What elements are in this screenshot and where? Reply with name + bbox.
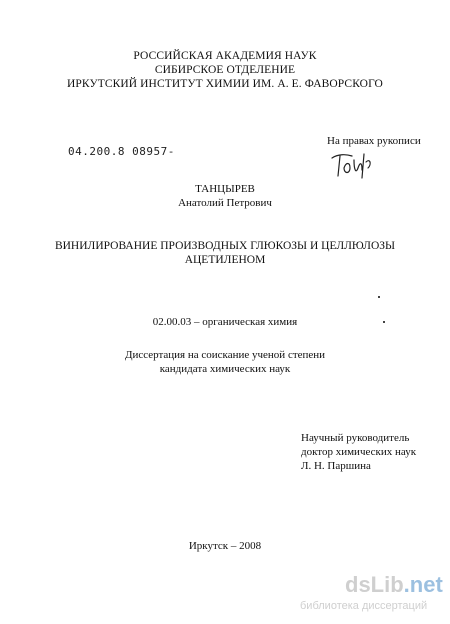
registry-stamp: 04.200.8 08957- [68, 145, 175, 158]
watermark-subtitle: библиотека диссертаций [300, 600, 428, 612]
scan-speck [383, 321, 385, 323]
watermark-logo-main: dsLib [345, 572, 404, 597]
manuscript-rights: На правах рукописи [327, 135, 421, 147]
watermark-logo-tld: .net [403, 572, 443, 597]
author-surname: ТАНЦЫРЕВ [195, 183, 255, 195]
scan-speck [378, 296, 380, 298]
dissertation-degree-line2: кандидата химических наук [159, 363, 291, 375]
supervisor-name: Л. Н. Паршина [301, 460, 371, 472]
academy-name: РОССИЙСКАЯ АКАДЕМИЯ НАУК [133, 50, 317, 62]
place-and-year: Иркутск – 2008 [188, 540, 262, 552]
supervisor-degree: доктор химических наук [301, 446, 417, 458]
author-full-name: Анатолий Петрович [178, 197, 272, 209]
institute-name: ИРКУТСКИЙ ИНСТИТУТ ХИМИИ ИМ. А. Е. ФАВОРСКОГО [67, 78, 383, 90]
branch-name: СИБИРСКОЕ ОТДЕЛЕНИЕ [154, 64, 296, 76]
specialty-code: 02.00.03 – органическая химия [152, 316, 298, 328]
watermark-logo [345, 572, 443, 598]
dissertation-title-line2: АЦЕТИЛЕНОМ [184, 254, 266, 266]
dissertation-title-line1: ВИНИЛИРОВАНИЕ ПРОИЗВОДНЫХ ГЛЮКОЗЫ И ЦЕЛЛЮЛОЗЫ [54, 240, 396, 252]
dissertation-degree-line1: Диссертация на соискание ученой степени [124, 349, 326, 361]
supervisor-role: Научный руководитель [301, 432, 410, 444]
signature-icon [328, 148, 376, 184]
